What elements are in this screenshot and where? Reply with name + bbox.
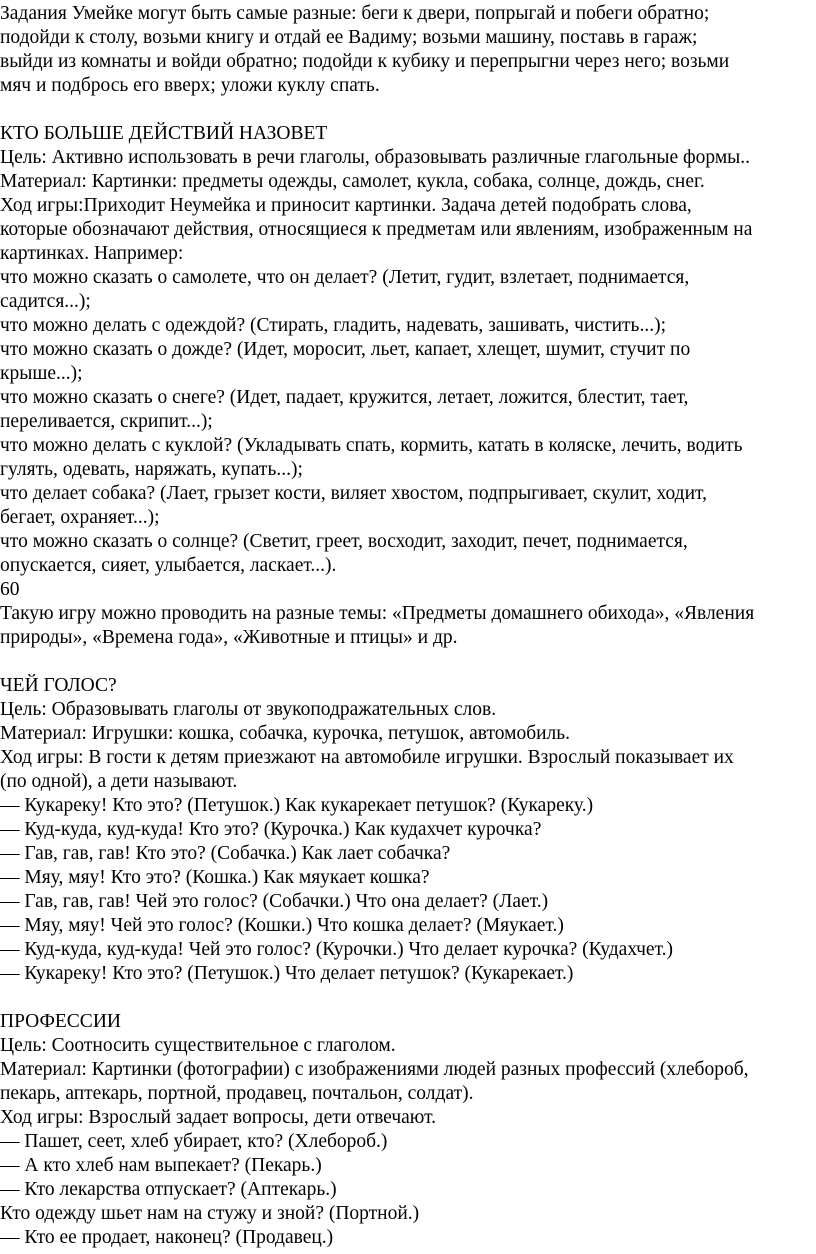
- text-line: Ход игры: В гости к детям приезжают на автомобиле игрушки. Взрослый показывает их: [0, 747, 734, 768]
- dialog-line: — Кукареку! Кто это? (Петушок.) Как кукарекает петушок? (Кукареку.): [0, 795, 594, 816]
- dialog-line: — Пашет, сеет, хлеб убирает, кто? (Хлебороб.): [0, 1131, 388, 1152]
- dialog-line: — Кто лекарства отпускает? (Аптекарь.): [0, 1179, 337, 1200]
- text-line: Цель: Соотносить существительное с глаголом.: [0, 1035, 396, 1056]
- text-line: (по одной), а дети называют.: [0, 771, 238, 792]
- dialog-line: — Кто ее продает, наконец? (Продавец.): [0, 1227, 334, 1248]
- dialog-line: — А кто хлеб нам выпекает? (Пекарь.): [0, 1155, 322, 1176]
- text-line: Материал: Картинки: предметы одежды, самолет, кукла, собака, солнце, дождь, снег.: [0, 171, 705, 192]
- text-line: Ход игры: Взрослый задает вопросы, дети отвечают.: [0, 1107, 437, 1128]
- text-line: Задания Умейке могут быть самые разные: беги к двери, попрыгай и побеги обратно;: [0, 3, 710, 24]
- text-line: выйди из комнаты и войди обратно; подойди к кубику и перепрыгни через него; возьми: [0, 51, 730, 72]
- text-line: гулять, одевать, наряжать, купать...);: [0, 459, 303, 480]
- text-line: которые обозначают действия, относящиеся к предметам или явлениям, изображенным на: [0, 219, 753, 240]
- text-line: Материал: Игрушки: кошка, собачка, курочка, петушок, автомобиль.: [0, 723, 571, 744]
- text-line: что можно делать с куклой? (Укладывать спать, кормить, катать в коляске, лечить, водить: [0, 435, 743, 456]
- text-line: Цель: Активно использовать в речи глаголы, образовывать различные глагольные формы..: [0, 147, 751, 168]
- text-line: мяч и подбрось его вверх; уложи куклу спать.: [0, 75, 380, 96]
- text-line: Материал: Картинки (фотографии) с изображениями людей разных профессий (хлебороб,: [0, 1059, 749, 1080]
- dialog-line: — Мяу, мяу! Кто это? (Кошка.) Как мяукает кошка?: [0, 867, 430, 888]
- text-line: картинках. Например:: [0, 243, 184, 264]
- dialog-line: Кто одежду шьет нам на стужу и зной? (Портной.): [0, 1203, 420, 1224]
- text-line: крыше...);: [0, 363, 83, 384]
- text-line: что можно сказать о солнце? (Светит, греет, восходит, заходит, печет, поднимается,: [0, 531, 688, 552]
- text-line: что можно делать с одеждой? (Стирать, гладить, надевать, зашивать, чистить...);: [0, 315, 666, 336]
- text-line: что делает собака? (Лает, грызет кости, виляет хвостом, подпрыгивает, скулит, ходит,: [0, 483, 707, 504]
- dialog-line: — Гав, гав, гав! Кто это? (Собачка.) Как лает собачка?: [0, 843, 451, 864]
- text-line: Цель: Образовывать глаголы от звукоподражательных слов.: [0, 699, 497, 720]
- dialog-line: — Куд-куда, куд-куда! Чей это голос? (Курочки.) Что делает курочка? (Кудахчет.): [0, 939, 673, 960]
- text-line: садится...);: [0, 291, 91, 312]
- text-line: Такую игру можно проводить на разные темы: «Предметы домашнего обихода», «Явления: [0, 603, 755, 624]
- dialog-line: — Мяу, мяу! Чей это голос? (Кошки.) Что кошка делает? (Мяукает.): [0, 915, 564, 936]
- text-line: бегает, охраняет...);: [0, 507, 160, 528]
- section-heading: КТО БОЛЬШЕ ДЕЙСТВИЙ НАЗОВЕТ: [0, 123, 328, 144]
- text-line: что можно сказать о самолете, что он делает? (Летит, гудит, взлетает, поднимается,: [0, 267, 690, 288]
- page-number: 60: [0, 579, 20, 600]
- dialog-line: — Кукареку! Кто это? (Петушок.) Что делает петушок? (Кукарекает.): [0, 963, 574, 984]
- text-line: переливается, скрипит...);: [0, 411, 213, 432]
- text-line: Ход игры:Приходит Неумейка и приносит картинки. Задача детей подобрать слова,: [0, 195, 692, 216]
- text-line: опускается, сияет, улыбается, ласкает...).: [0, 555, 337, 576]
- text-line: что можно сказать о дожде? (Идет, моросит, льет, капает, хлещет, шумит, стучит по: [0, 339, 691, 360]
- text-line: пекарь, аптекарь, портной, продавец, почтальон, солдат).: [0, 1083, 474, 1104]
- dialog-line: — Куд-куда, куд-куда! Кто это? (Курочка.) Как кудахчет курочка?: [0, 819, 542, 840]
- text-line: подойди к столу, возьми книгу и отдай ее Вадиму; возьми машину, поставь в гараж;: [0, 27, 698, 48]
- text-line: природы», «Времена года», «Животные и птицы» и др.: [0, 627, 458, 648]
- section-heading: ЧЕЙ ГОЛОС?: [0, 675, 117, 696]
- section-heading: ПРОФЕССИИ: [0, 1011, 121, 1032]
- text-line: что можно сказать о снеге? (Идет, падает, кружится, летает, ложится, блестит, тает,: [0, 387, 689, 408]
- dialog-line: — Гав, гав, гав! Чей это голос? (Собачки.) Что она делает? (Лает.): [0, 891, 549, 912]
